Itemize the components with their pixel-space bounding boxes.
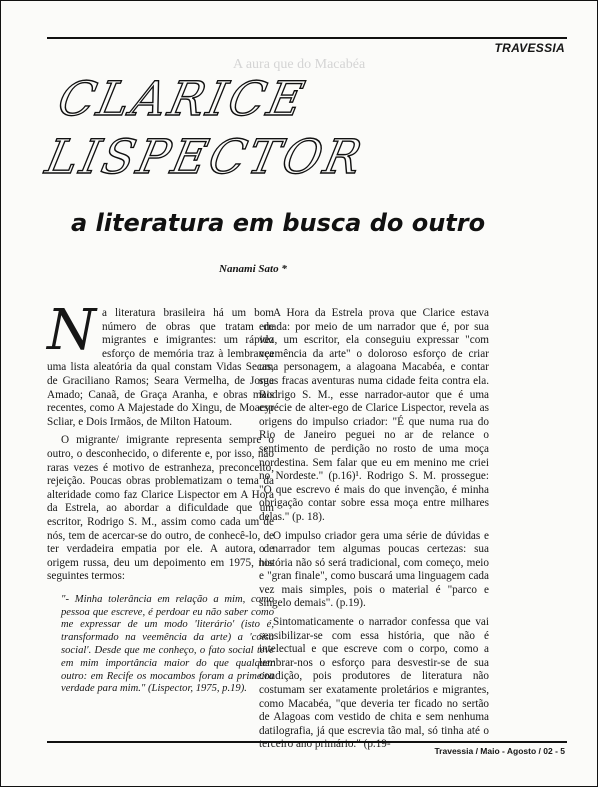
title-line-2: LISPECTOR: [41, 130, 369, 185]
left-column: [47, 298, 274, 696]
right-column: [259, 307, 489, 757]
article-title: [41, 71, 382, 187]
journal-name: TRAVESSIA: [494, 41, 565, 55]
paragraph-2: O migrante/ imigrante representa sempre o outro, o desconhecido, o diferente e, por isso, não raras vezes é motivo de estranheza, preconceito, rejeição. Poucas obras problematizam o tema da alteridade como faz Clarice Lispector em A Hora da Estrela, ao abordar a dificuldade que um escritor, Rodrigo S. M., assim como cada um de nós, tem de acercar-se do outro, de conhecê-lo, de ter verdadeira empatia por ele. A autora, de origem russa, deu um depoimento em 1975, nos seguintes termos:: [47, 434, 274, 583]
paragraph-5: Sintomaticamente o narrador confessa que vai sensibilizar-se com essa história, que não é intelectual e que escreve com o corpo, como a lembrar-nos o esforço para desvestir-se de sua condição, pois produtores de literatura não costumam ser exatamente proletários e migrantes, como Macabéa, "que deveria ter ficado no sertão de Alagoas com vestido de chita e sem nenhuma datilografia, já que escrevia tão mal, só tinha até o terceiro ano primário." (p.19-: [259, 616, 489, 751]
page-footer: Travessia / Maio - Agosto / 02 - 5: [434, 746, 565, 756]
paragraph-4: O impulso criador gera uma série de dúvidas e o narrador tem algumas poucas certezas: sua história não só será tradicional, com começo, meio e "gran finale", como buscará uma linguagem cada vez mais simples, pois o material é "parco e singelo demais". (p.19).: [259, 529, 489, 610]
top-rule: [47, 37, 567, 39]
drop-cap: N: [47, 298, 96, 363]
bleed-through-text: A aura que do Macabéa: [233, 57, 366, 72]
title-line-1: CLARICE: [53, 72, 312, 127]
article-subtitle: a literatura em busca do outro: [71, 209, 486, 237]
paragraph-3: A Hora da Estrela prova que Clarice estava errada: por meio de um narrador que é, por sua vez, um escritor, ela conseguiu expressar "com veemência da arte" o doloroso esforço de criar uma personagem, a alagoana Macabéa, e contar suas fracas aventuras numa cidade feita contra ela. Rodrigo S. M., esse narrador-autor que é uma espécie de alter-ego de Clarice Lispector, revela as origens do impulso criador: "É que numa rua do Rio de Janeiro peguei no ar de relance o sentimento de perdição no rosto de uma moça nordestina. Sem falar que eu em menino me criei no Nordeste." (p.16)¹. Rodrigo S. M. prossegue: "O que escrevo é mais do que invenção, é minha obrigação contar sobre essa moça entre milhares delas." (p. 18).: [259, 307, 489, 523]
block-quote: "- Minha tolerância em relação a mim, como pessoa que escreve, é perdoar eu não saber como me expressar de um modo 'literário' (isto é, transformado na veemência da arte) a 'coisa social'. Desde que me conheço, o fato social teve em mim importância maior do que qualquer outro: em Recife os mocambos foram a primeira verdade para mim." (Lispector, 1975, p.19).: [61, 593, 274, 695]
author-name: Nanami Sato *: [219, 263, 287, 275]
paragraph-1-text: a literatura brasileira há um bom número de obras que tratam de migrantes e imigrantes: um rápido esforço de memória traz à lembrança uma lista aleatória da qual constam Vidas Secas, de Graciliano Ramos; Seara Vermelha, de Jorge Amado; Canaã, de Graça Aranha, e obras mais recentes, como A Majestade do Xingu, de Moacyr Scliar, e Dois Irmãos, de Milton Hatoum.: [47, 307, 274, 428]
paragraph-1: [47, 298, 274, 429]
bottom-rule: [47, 741, 567, 743]
